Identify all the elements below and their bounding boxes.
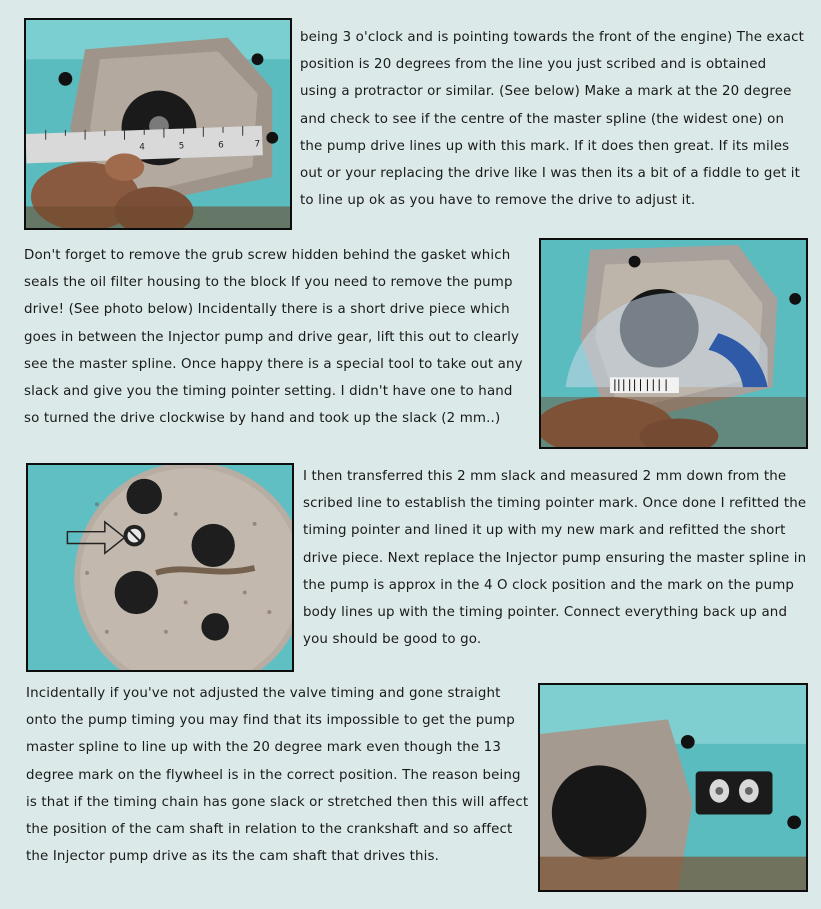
paragraph-3: I then transferred this 2 mm slack and measured 2 mm down from the scribed line to establish the timing pointer mark. Once done I refitted the timing pointer and lined it up with my new mark and refitted the short drive piece. Next replace the Injector pump ensuring the master spline in the pump is approx in the 4 O clock position and the mark on the pump body lines up with the timing pointer. Connect everything back up and you should be good to go. (303, 469, 807, 648)
pump-drive-grub-screw-photo (26, 463, 294, 672)
paragraph-2: Don't forget to remove the grub screw hidden behind the gasket which seals the oil filter housing to the block If you need to remove the pump drive! (See photo below) Incidentally there is a short drive piece which goes in between the Injector pump and drive gear, lift this out to clearly see the master spline. Once happy there is a special tool to take out any slack and give you the timing pointer setting. I didn't have one to hand so turned the drive clockwise by hand and took up the slack (2 mm..) (24, 248, 523, 427)
ruler-tick-label: 4 (139, 142, 145, 153)
timing-pointer-photo (538, 683, 808, 892)
ruler-tick-label: 5 (178, 141, 185, 152)
ruler-tick-label: 6 (218, 140, 224, 151)
paragraph-1: being 3 o'clock and is pointing towards the front of the engine) The exact position is 20 degrees from the line you just scribed and is obtained using a protractor or similar. (See below) Make a mark at the 20 degree and check to see if the centre of the master spline (the widest one) on the pump drive lines up with this mark. If it does then great. If its miles out or your replacing the drive like I was then its a bit of a fiddle to get it to line up ok as you have to remove the drive to adjust it. (300, 30, 805, 209)
ruler-measuring-photo (24, 18, 292, 230)
paragraph-4: Incidentally if you've not adjusted the valve timing and gone straight onto the pump timing you may find that its impossible to get the pump master spline to line up with the 20 degree mark even though the 13 degree mark on the flywheel is in the correct position. The reason being is that if the timing chain has gone slack or stretched then this will affect the position of the cam shaft in relation to the crankshaft and so affect the Injector pump drive as its the cam shaft that drives this. (26, 686, 529, 865)
protractor-photo (539, 238, 808, 449)
ruler-tick-label: 7 (254, 139, 261, 150)
